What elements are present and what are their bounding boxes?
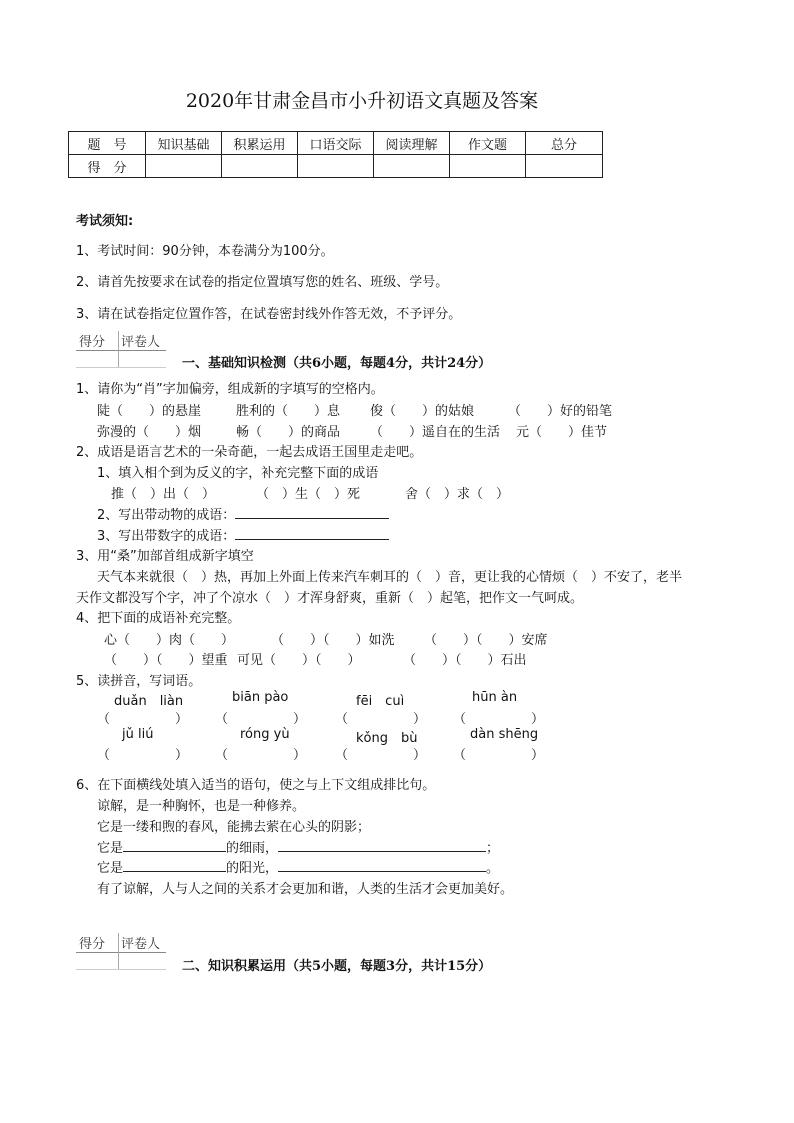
grader-score-label: 得分 (79, 937, 106, 952)
grader-divider (76, 969, 166, 970)
sub-question-label: 3、写出带数字的成语： (97, 529, 236, 544)
fill-item: （ ）（ ）望重 (104, 653, 228, 668)
answer-blank[interactable] (278, 859, 486, 872)
notice-item: 3、请在试卷指定位置作答，在试卷密封线外作答无效，不予评分。 (76, 307, 462, 322)
grader-divider (76, 367, 166, 368)
pinyin: fēi cuì (356, 694, 405, 709)
fill-item: （ ）好的铅笔 (508, 404, 613, 419)
fill-item: 俊（ ）的姑娘 (370, 404, 475, 419)
table-header-cell: 阅读理解 (374, 132, 450, 155)
score-cell[interactable] (526, 155, 603, 178)
fill-item: 心（ ）肉（ ） (104, 633, 235, 648)
pinyin: biān pào (232, 690, 289, 705)
answer-paren[interactable]: （ ） (215, 712, 307, 727)
answer-blank[interactable] (123, 859, 226, 872)
score-cell[interactable] (450, 155, 526, 178)
passage-line: 谅解，是一种胸怀，也是一种修养。 (97, 799, 306, 814)
passage-line: 天气本来就很（ ）热，再加上外面上传来汽车刺耳的（ ）音，更让我的心情烦（ ）不安了，老半 (97, 570, 683, 585)
pinyin: hūn àn (472, 690, 518, 705)
pinyin: duǎn liàn (114, 694, 184, 709)
passage-line (97, 857, 499, 876)
score-table-header-row (69, 132, 603, 155)
sub-question-label: 2、写出带动物的成语： (97, 508, 236, 523)
notice-item: 1、考试时间：90分钟，本卷满分为100分。 (76, 244, 334, 259)
fill-item: 推（ ）出（ ） (111, 487, 216, 502)
fill-item: 陡（ ）的悬崖 (97, 404, 202, 419)
page-title: 2020年甘肃金昌市小升初语文真题及答案 (185, 90, 539, 112)
fill-item: 胜利的（ ）息 (236, 404, 341, 419)
grader-divider (118, 933, 119, 970)
question-stem: 4、把下面的成语补充完整。 (76, 611, 241, 626)
text-fragment: 的阳光， (226, 861, 279, 876)
fill-item: （ ）遥自在的生活 (370, 425, 501, 440)
question-stem: 2、成语是语言艺术的一朵奇葩，一起去成语王国里走走吧。 (76, 445, 423, 460)
notice-item: 2、请首先按要求在试卷的指定位置填写您的姓名、班级、学号。 (76, 275, 449, 290)
section-heading: 二、知识积累运用（共5小题，每题3分，共计15分） (182, 959, 492, 974)
question-stem: 1、请你为“肖”字加偏旁，组成新的字填写的空格内。 (76, 382, 384, 397)
question-stem: 3、用“桑”加部首组成新字填空 (76, 549, 254, 564)
answer-blank[interactable] (123, 839, 226, 852)
sub-question: 1、填入相个到为反义的字，补充完整下面的成语 (97, 466, 379, 481)
grader-reviewer-label: 评卷人 (121, 335, 161, 350)
table-row-label: 得 分 (69, 155, 146, 178)
grader-box (76, 933, 166, 970)
answer-paren[interactable]: （ ） (215, 748, 307, 763)
grader-divider (118, 331, 119, 368)
passage-line: 天作文都没写个字，冲了个凉水（ ）才浑身舒爽，重新（ ）起笔，把作文一气呵成。 (76, 591, 584, 606)
text-fragment: 的细雨， (226, 841, 279, 856)
text-fragment: 。 (486, 861, 500, 876)
question-stem: 5、读拼音，写词语。 (76, 674, 202, 689)
answer-paren[interactable]: （ ） (97, 712, 189, 727)
question-stem: 6、在下面横线处填入适当的语句，使之与上下文组成排比句。 (76, 778, 436, 793)
answer-paren[interactable]: （ ） (335, 748, 427, 763)
passage-line: 它是一缕和煦的春风，能拂去萦在心头的阴影； (97, 820, 371, 835)
table-header-cell: 题 号 (69, 132, 146, 155)
fill-item: （ ）（ ）石出 (403, 653, 527, 668)
grader-divider (76, 952, 166, 953)
score-cell[interactable] (222, 155, 298, 178)
fill-item: （ ）生（ ）死 (256, 487, 361, 502)
fill-item: （ ）（ ）安席 (424, 633, 548, 648)
text-fragment: 它是 (97, 861, 124, 876)
fill-item: （ ）（ ）如洗 (271, 633, 395, 648)
table-header-cell: 总分 (526, 132, 603, 155)
grader-box (76, 331, 166, 368)
score-cell[interactable] (374, 155, 450, 178)
score-table (68, 131, 603, 178)
answer-paren[interactable]: （ ） (335, 712, 427, 727)
answer-blank[interactable] (235, 527, 389, 540)
fill-item: 弥漫的（ ）烟 (97, 425, 202, 440)
notice-heading: 考试须知: (76, 214, 134, 229)
passage-line: 有了谅解，人与人之间的关系才会更加和谐，人类的生活才会更加美好。 (97, 882, 514, 897)
grader-score-label: 得分 (79, 335, 106, 350)
pinyin: jǔ liú (122, 727, 154, 742)
text-fragment: ； (486, 841, 500, 856)
section-heading: 一、基础知识检测（共6小题，每题4分，共计24分） (182, 356, 492, 371)
answer-paren[interactable]: （ ） (453, 712, 545, 727)
answer-blank[interactable] (235, 506, 389, 519)
text-fragment: 它是 (97, 841, 124, 856)
fill-item: 舍（ ）求（ ） (405, 487, 510, 502)
grader-divider (76, 350, 166, 351)
grader-reviewer-label: 评卷人 (121, 937, 161, 952)
pinyin: dàn shēng (470, 727, 539, 742)
table-header-cell: 作文题 (450, 132, 526, 155)
fill-item: 可见（ ）（ ） (237, 653, 361, 668)
table-header-cell: 口语交际 (298, 132, 374, 155)
pinyin: róng yù (240, 727, 290, 742)
fill-item: 元（ ）佳节 (516, 425, 608, 440)
passage-line (97, 837, 499, 856)
sub-question (97, 504, 389, 523)
fill-item: 畅（ ）的商品 (236, 425, 341, 440)
score-cell[interactable] (146, 155, 222, 178)
answer-paren[interactable]: （ ） (97, 748, 189, 763)
answer-paren[interactable]: （ ） (453, 748, 545, 763)
table-header-cell: 知识基础 (146, 132, 222, 155)
table-header-cell: 积累运用 (222, 132, 298, 155)
score-table-row (69, 155, 603, 178)
pinyin: kǒng bù (356, 731, 418, 746)
sub-question (97, 525, 389, 544)
score-cell[interactable] (298, 155, 374, 178)
answer-blank[interactable] (278, 839, 486, 852)
